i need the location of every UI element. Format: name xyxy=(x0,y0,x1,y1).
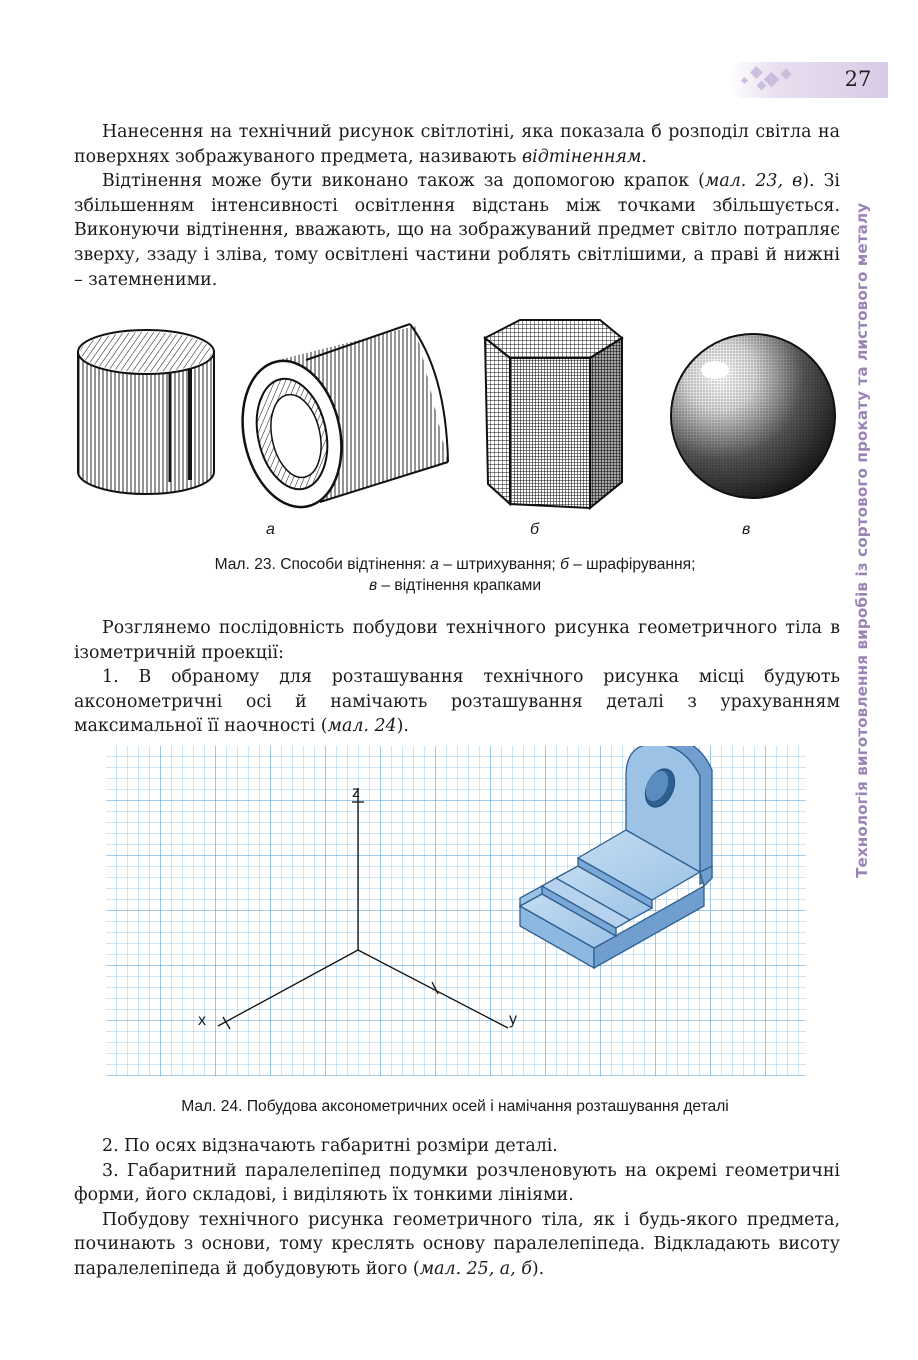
stippled-sphere xyxy=(671,334,835,498)
figure-24-caption: Мал. 24. Побудова аксонометричних осей і намічання розташування деталі xyxy=(181,1098,729,1115)
caption-line-1 xyxy=(100,554,810,575)
axis-label-z: z xyxy=(352,784,360,801)
further-steps-text xyxy=(74,1134,840,1282)
ornament-icon xyxy=(738,64,798,96)
figure-23-caption xyxy=(100,554,810,596)
figure-reference: мал. 23, в xyxy=(704,171,803,192)
caption-text: – штрихування; xyxy=(438,556,561,573)
page-number: 27 xyxy=(844,67,872,91)
paragraph-step-2: 2. По осях відзначають габаритні розміри деталі. xyxy=(102,1136,558,1156)
term-italic: відтіненням. xyxy=(522,146,647,167)
paragraph-base-construction xyxy=(74,1208,840,1282)
axis-label-y: y xyxy=(509,1011,517,1028)
caption-text: – шрафірування; xyxy=(568,556,696,573)
caption-letter: б xyxy=(560,556,569,573)
paragraph-text: 1. В обраному для розташування технічного рисунка місці будують аксонометричні осі й намічають розташування деталі з урахуванням максимальної її наочності ( xyxy=(74,667,840,737)
paragraph-text: Відтінення може бути виконано також за допомогою крапок ( xyxy=(102,171,705,192)
construction-steps-text xyxy=(74,616,840,739)
caption-text: Мал. 23. Способи відтінення: xyxy=(214,556,431,573)
paragraph-step-1 xyxy=(74,665,840,739)
hatched-cylinder xyxy=(78,330,214,494)
paragraph-text: Побудову технічного рисунка геометричного тіла, як і будь-якого предмета, починають з основи, тому креслять основу паралелепіпеда. Відкладають висоту паралелепіпеда й добудовують його ( xyxy=(74,1209,840,1279)
figure-23-shading-methods xyxy=(70,312,840,524)
paragraph-shading-definition xyxy=(74,120,840,169)
side-chapter-title: Технологія виготовлення виробів із сортового прокату та листового металу xyxy=(853,202,871,878)
figure-reference: мал. 24 xyxy=(327,716,397,737)
hatched-hollow-cone xyxy=(230,324,448,516)
figure-23-label-a: а xyxy=(266,521,275,538)
cross-hatched-prism xyxy=(485,320,622,508)
paragraph-dot-shading xyxy=(74,169,840,292)
paragraph-step-3: 3. Габаритний паралелепіпед подумки розчленовують на окремі геометричні форми, його складові, і виділяють їх тонкими лініями. xyxy=(74,1160,840,1206)
caption-letter: в xyxy=(368,577,378,594)
figure-23-label-v: в xyxy=(742,521,751,538)
caption-line-2 xyxy=(100,575,810,596)
paragraph-text: Нанесення на технічний рисунок світлотіні, яка показала б розподіл світла на поверхнях зображуваного предмета, називають xyxy=(74,122,840,167)
axis-label-x: x xyxy=(198,1012,206,1029)
paragraph-sequence-intro: Розглянемо послідовність побудови технічного рисунка геометричного тіла в ізометричній проекції: xyxy=(74,618,840,663)
paragraph-text: ). xyxy=(531,1258,545,1279)
intro-text xyxy=(74,120,840,292)
figure-23-label-b: б xyxy=(530,521,539,538)
paragraph-text: ). xyxy=(396,716,409,737)
caption-letter: а xyxy=(430,556,439,573)
paragraph-text: ). Зі збільшенням інтенсивності освітлення відстань між точками збільшується. Виконуючи відтінення, вважають, що на зображуваний предмет світло потрапляє зверху, ззаду і зліва, тому освітлені частини роблять світлішими, а праві й нижні – затемненими. xyxy=(74,171,840,290)
caption-text: – відтінення крапками xyxy=(377,577,542,594)
figure-reference: мал. 25, а, б xyxy=(419,1258,532,1279)
